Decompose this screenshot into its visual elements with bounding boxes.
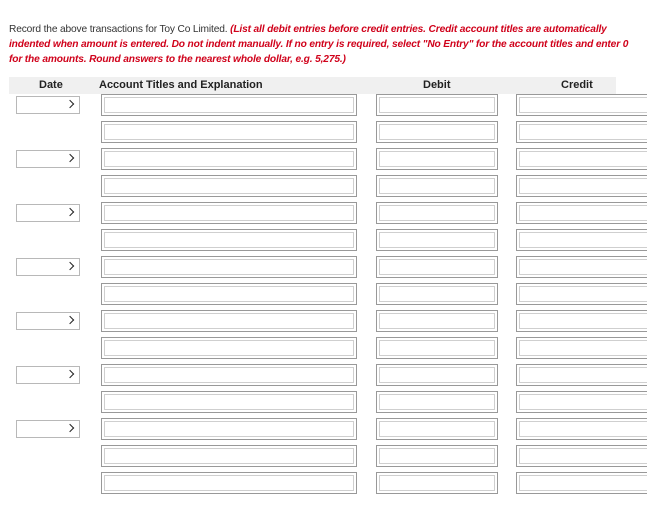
account-title-input-text[interactable] <box>105 422 353 436</box>
credit-input[interactable] <box>516 148 647 170</box>
credit-input-text[interactable] <box>520 233 644 247</box>
credit-input-text[interactable] <box>520 260 644 274</box>
credit-input[interactable] <box>516 418 647 440</box>
journal-line <box>0 202 647 224</box>
credit-input[interactable] <box>516 472 647 494</box>
account-title-input[interactable] <box>101 337 357 359</box>
journal-line <box>0 121 647 143</box>
account-title-input-text[interactable] <box>105 152 353 166</box>
account-title-input-text[interactable] <box>105 476 353 490</box>
debit-input[interactable] <box>376 148 498 170</box>
debit-input-text[interactable] <box>380 287 494 301</box>
journal-line <box>0 391 647 413</box>
debit-input[interactable] <box>376 337 498 359</box>
account-title-input-text[interactable] <box>105 179 353 193</box>
credit-input[interactable] <box>516 202 647 224</box>
debit-input-text[interactable] <box>380 476 494 490</box>
table-header <box>9 77 616 94</box>
credit-input-text[interactable] <box>520 179 644 193</box>
journal-line <box>0 445 647 467</box>
credit-input-text[interactable] <box>520 422 644 436</box>
instructions <box>9 22 629 67</box>
debit-input[interactable] <box>376 121 498 143</box>
journal-line <box>0 175 647 197</box>
account-title-input-text[interactable] <box>105 206 353 220</box>
debit-input-text[interactable] <box>380 395 494 409</box>
debit-input-text[interactable] <box>380 152 494 166</box>
account-title-input[interactable] <box>101 472 357 494</box>
debit-input-text[interactable] <box>380 314 494 328</box>
account-title-input-text[interactable] <box>105 260 353 274</box>
debit-input[interactable] <box>376 391 498 413</box>
debit-input[interactable] <box>376 310 498 332</box>
journal-line <box>0 229 647 251</box>
debit-input[interactable] <box>376 94 498 116</box>
account-title-input-text[interactable] <box>105 395 353 409</box>
header-credit: Credit <box>561 79 593 91</box>
debit-input[interactable] <box>376 256 498 278</box>
date-select[interactable] <box>16 258 80 276</box>
debit-input-text[interactable] <box>380 179 494 193</box>
chevron-down-icon <box>66 316 74 324</box>
date-select[interactable] <box>16 96 80 114</box>
journal-line <box>0 364 647 386</box>
credit-input[interactable] <box>516 229 647 251</box>
header-account-titles: Account Titles and Explanation <box>99 79 263 91</box>
credit-input[interactable] <box>516 364 647 386</box>
date-select[interactable] <box>16 366 80 384</box>
journal-line <box>0 418 647 440</box>
journal-line <box>0 472 647 494</box>
credit-input[interactable] <box>516 337 647 359</box>
debit-input-text[interactable] <box>380 422 494 436</box>
debit-input-text[interactable] <box>380 341 494 355</box>
account-title-input[interactable] <box>101 229 357 251</box>
date-select[interactable] <box>16 312 80 330</box>
account-title-input-text[interactable] <box>105 125 353 139</box>
credit-input[interactable] <box>516 391 647 413</box>
account-title-input[interactable] <box>101 202 357 224</box>
header-date: Date <box>39 79 63 91</box>
credit-input[interactable] <box>516 94 647 116</box>
debit-input[interactable] <box>376 229 498 251</box>
instructions-note: (List all debit entries before credit entries. Credit account titles are automatically indented when amount is entered. Do not indent manually. If no entry is required, select "No Entry" for the account titles and enter 0 for the amounts. Round answers to the nearest whole dollar, e.g. 5,275.) <box>9 24 629 65</box>
date-select[interactable] <box>16 150 80 168</box>
account-title-input-text[interactable] <box>105 449 353 463</box>
date-select[interactable] <box>16 204 80 222</box>
date-select[interactable] <box>16 420 80 438</box>
debit-input-text[interactable] <box>380 260 494 274</box>
credit-input-text[interactable] <box>520 368 644 382</box>
account-title-input[interactable] <box>101 364 357 386</box>
credit-input[interactable] <box>516 121 647 143</box>
debit-input-text[interactable] <box>380 449 494 463</box>
debit-input-text[interactable] <box>380 368 494 382</box>
account-title-input[interactable] <box>101 310 357 332</box>
credit-input-text[interactable] <box>520 449 644 463</box>
account-title-input-text[interactable] <box>105 233 353 247</box>
account-title-input[interactable] <box>101 418 357 440</box>
debit-input-text[interactable] <box>380 233 494 247</box>
journal-line <box>0 337 647 359</box>
credit-input-text[interactable] <box>520 341 644 355</box>
account-title-input[interactable] <box>101 94 357 116</box>
credit-input-text[interactable] <box>520 98 644 112</box>
account-title-input[interactable] <box>101 391 357 413</box>
debit-input[interactable] <box>376 175 498 197</box>
credit-input[interactable] <box>516 175 647 197</box>
chevron-down-icon <box>66 262 74 270</box>
credit-input[interactable] <box>516 256 647 278</box>
debit-input[interactable] <box>376 472 498 494</box>
chevron-down-icon <box>66 100 74 108</box>
account-title-input[interactable] <box>101 148 357 170</box>
credit-input-text[interactable] <box>520 395 644 409</box>
account-title-input[interactable] <box>101 445 357 467</box>
account-title-input-text[interactable] <box>105 314 353 328</box>
debit-input[interactable] <box>376 418 498 440</box>
credit-input[interactable] <box>516 310 647 332</box>
account-title-input[interactable] <box>101 175 357 197</box>
account-title-input[interactable] <box>101 256 357 278</box>
debit-input-text[interactable] <box>380 125 494 139</box>
instructions-lead: Record the above transactions for Toy Co Limited. <box>9 24 231 35</box>
credit-input-text[interactable] <box>520 287 644 301</box>
debit-input[interactable] <box>376 445 498 467</box>
credit-input-text[interactable] <box>520 476 644 490</box>
credit-input-text[interactable] <box>520 125 644 139</box>
credit-input-text[interactable] <box>520 152 644 166</box>
credit-input-text[interactable] <box>520 206 644 220</box>
chevron-down-icon <box>66 154 74 162</box>
account-title-input[interactable] <box>101 283 357 305</box>
credit-input-text[interactable] <box>520 314 644 328</box>
credit-input[interactable] <box>516 445 647 467</box>
account-title-input[interactable] <box>101 121 357 143</box>
account-title-input-text[interactable] <box>105 98 353 112</box>
journal-line <box>0 283 647 305</box>
journal-line <box>0 148 647 170</box>
debit-input[interactable] <box>376 364 498 386</box>
account-title-input-text[interactable] <box>105 341 353 355</box>
debit-input[interactable] <box>376 283 498 305</box>
journal-line <box>0 256 647 278</box>
chevron-down-icon <box>66 424 74 432</box>
chevron-down-icon <box>66 208 74 216</box>
journal-line <box>0 310 647 332</box>
account-title-input-text[interactable] <box>105 368 353 382</box>
journal-line <box>0 94 647 116</box>
header-debit: Debit <box>423 79 451 91</box>
debit-input-text[interactable] <box>380 206 494 220</box>
credit-input[interactable] <box>516 283 647 305</box>
debit-input-text[interactable] <box>380 98 494 112</box>
chevron-down-icon <box>66 370 74 378</box>
debit-input[interactable] <box>376 202 498 224</box>
account-title-input-text[interactable] <box>105 287 353 301</box>
